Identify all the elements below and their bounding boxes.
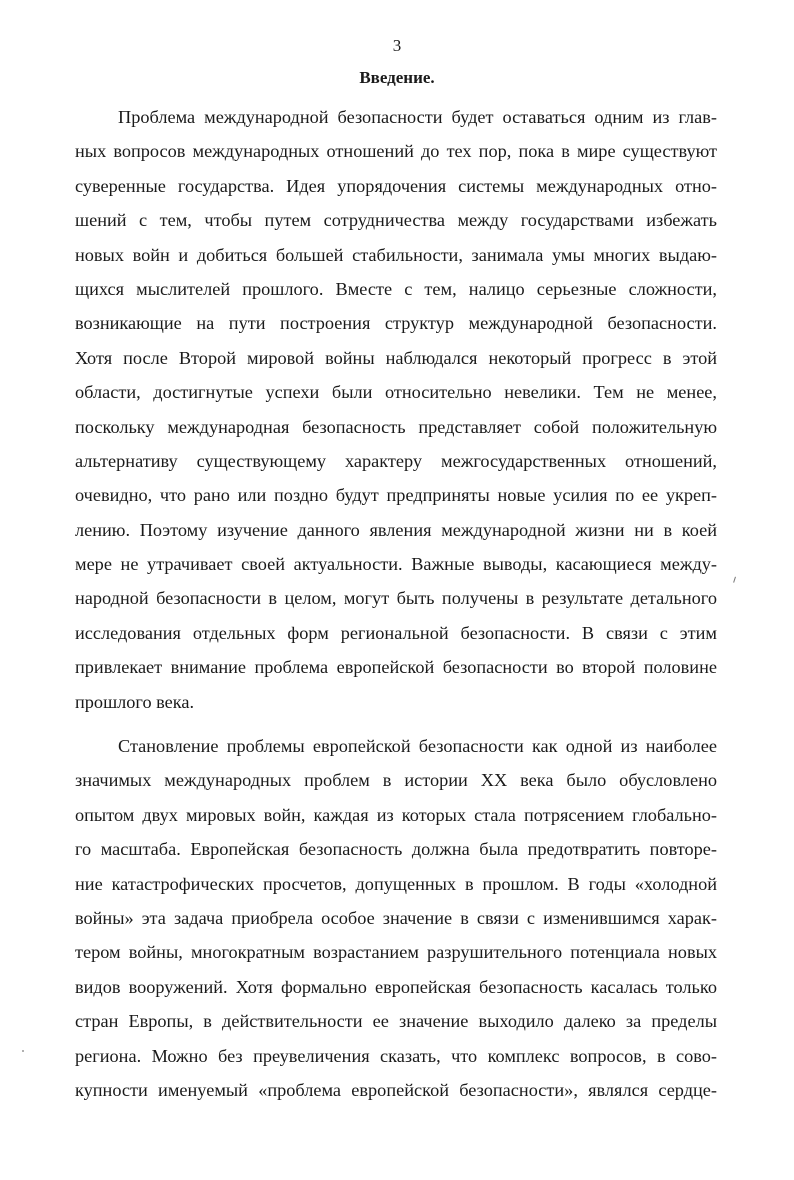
body-text [75,104,717,1111]
text-line: стран Европы, в действительности ее значение выходило далеко за пределы [75,1011,717,1032]
text-line: прошлого века. [75,691,195,712]
scan-mark [733,577,738,584]
text-line: ние катастрофических просчетов, допущенных в прошлом. В годы «холодной [75,873,717,894]
text-line: лению. Поэтому изучение данного явления международной жизни ни в коей [75,519,717,540]
page-number: 3 [392,36,402,55]
scan-dot [22,1050,24,1052]
text-line: альтернативу существующему характеру межгосударственных отношений, [75,450,717,471]
paragraph-2 [75,733,717,1111]
text-line: щихся мыслителей прошлого. Вместе с тем, налицо серьезные сложности, [75,278,717,299]
text-line: Становление проблемы европейской безопасности как одной из наиболее [118,736,717,757]
text-line: суверенные государства. Идея упорядочения системы международных отно- [75,175,717,196]
text-line: Проблема международной безопасности будет оставаться одним из глав- [118,107,717,127]
text-line: опытом двух мировых войн, каждая из которых стала потрясением глобально- [75,804,717,825]
text-line: ных вопросов международных отношений до тех пор, пока в мире существуют [75,141,717,162]
text-line: народной безопасности в целом, могут быть получены в результате детального [75,588,717,609]
text-line: исследования отдельных форм региональной безопасности. В связи с этим [75,622,717,643]
text-line: мере не утрачивает своей актуальности. Важные выводы, касающиеся между- [75,554,717,575]
text-line: региона. Можно без преувеличения сказать, что комплекс вопросов, в сово- [75,1045,717,1066]
text-line: поскольку международная безопасность представляет собой положительную [75,416,717,437]
text-line: значимых международных проблем в истории XX века было обусловлено [75,770,717,791]
paragraph-1 [75,104,717,723]
text-line: го масштаба. Европейская безопасность должна была предотвратить повторе- [75,839,717,860]
paragraph-gap [75,723,717,733]
text-line: тером войны, многократным возрастанием разрушительного потенциала новых [75,942,717,963]
text-line: купности именуемый «проблема европейской безопасности», являлся сердце- [75,1079,717,1100]
text-line: видов вооружений. Хотя формально европейская безопасность касалась только [75,976,717,997]
text-line: войны» эта задача приобрела особое значение в связи с изменившимся харак- [75,907,717,928]
text-line: новых войн и добиться большей стабильности, занимала умы многих выдаю- [75,244,717,265]
text-line: возникающие на пути построения структур международной безопасности. [75,313,717,334]
text-line: области, достигнутые успехи были относительно невелики. Тем не менее, [75,382,717,403]
text-line: Хотя после Второй мировой войны наблюдался некоторый прогресс в этой [75,347,717,368]
section-heading: Введение. [359,68,435,87]
text-line: привлекает внимание проблема европейской безопасности во второй половине [75,657,717,678]
text-line: очевидно, что рано или поздно будут предприняты новые усилия по ее укреп- [75,485,717,506]
text-line: шений с тем, чтобы путем сотрудничества между государствами избежать [75,210,717,231]
